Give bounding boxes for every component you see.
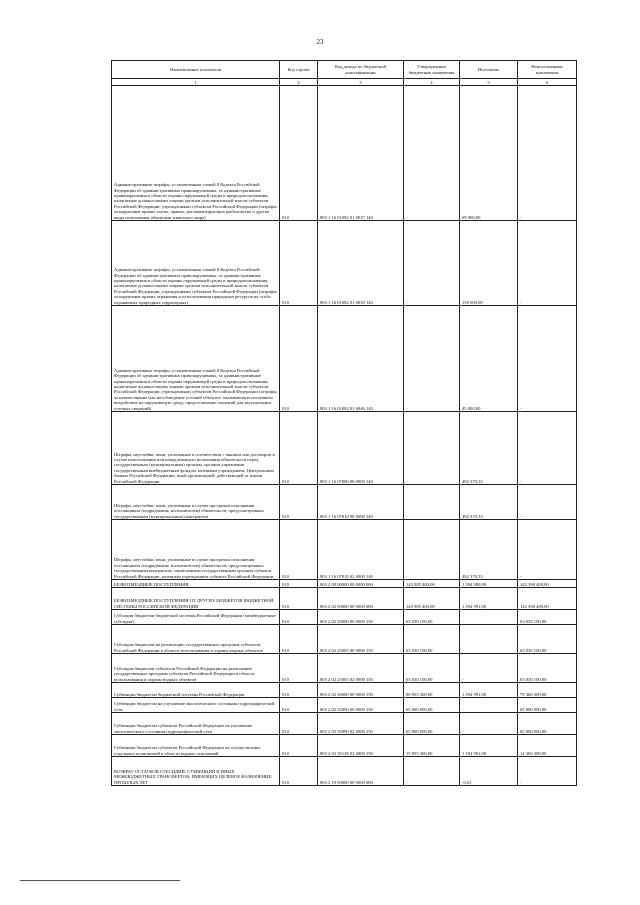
row-executed: - — [460, 713, 518, 735]
row-unexecuted: 63 030 100,00 — [518, 654, 577, 683]
footer-divider — [20, 880, 180, 881]
row-name: Субвенции бюджетам на улучшение экологического состояния гидрографической сети — [112, 698, 280, 713]
table-row — [112, 86, 577, 221]
row-income-code: 803 1 16 01082 01 0039 140 — [318, 221, 404, 306]
row-income-code: 803 2 02 20000 00 0000 150 — [318, 610, 404, 625]
row-line-code: 010 — [280, 698, 318, 713]
table-row — [112, 610, 577, 625]
table-row — [112, 412, 577, 485]
row-line-code: 010 — [280, 713, 318, 735]
row-line-code: 010 — [280, 757, 318, 786]
row-income-code: 803 1 16 07010 02 0000 140 — [318, 520, 404, 580]
row-name: Субсидии бюджетам субъектов Российской Федерации на реализацию государственных программ субъектов Российской Федерации в области использования и охраны водных объектов — [112, 654, 280, 683]
row-unexecuted: - — [518, 520, 577, 580]
row-income-code: 803 2 02 35090 00 0000 150 — [318, 698, 404, 713]
row-unexecuted: 65 000 000,00 — [518, 698, 577, 713]
budget-execution-table — [111, 60, 577, 786]
row-name: Административные штрафы, установленные главой 8 Кодекса Российской Федерации об административных правонарушениях, за административные правонарушения в области охраны окружающей среды и природопользования, налагаемые должностными лицами органов исполнительной власти субъектов Российской Федерации, учреждениями субъектов Российской Федерации (штрафы за невыполнение или несоблюдение условий объектов, оказывающих негативное воздействие на окружающую среду, предоставление сведений для актуализации учетных сведений) — [112, 306, 280, 412]
header-income-code: Код дохода по бюджетной классификации — [318, 61, 404, 79]
header-unexecuted: Неисполненные назначения — [518, 61, 577, 79]
row-executed: 45 000,00 — [460, 306, 518, 412]
table-row — [112, 654, 577, 683]
row-approved: 63 030 100,00 — [404, 610, 460, 625]
row-income-code: 803 1 16 01082 01 0046 140 — [318, 306, 404, 412]
row-name: Административные штрафы, установленные главой 8 Кодекса Российской Федерации об административных правонарушениях, за административные правонарушения в области охраны окружающей среды и природопользования, налагаемые должностными лицами органов исполнительной власти субъектов Российской Федерации, учреждениями субъектов Российской Федерации (штрафы за нарушение правил охоты, правил, регламентирующих рыболовство и другие виды пользования объектами животного мира) — [112, 86, 280, 221]
row-executed: - — [460, 654, 518, 683]
row-line-code: 010 — [280, 306, 318, 412]
row-line-code: 010 — [280, 588, 318, 610]
table-row — [112, 306, 577, 412]
row-line-code: 010 — [280, 86, 318, 221]
row-unexecuted: 63 030 100,00 — [518, 625, 577, 654]
column-number: 3 — [318, 79, 404, 86]
column-number: 1 — [112, 79, 280, 86]
row-executed: 1 594 991,00 — [460, 588, 518, 610]
table-row — [112, 735, 577, 757]
row-line-code: 010 — [280, 654, 318, 683]
table-row — [112, 485, 577, 520]
header-approved: Утвержденные бюджетные назначения — [404, 61, 460, 79]
row-approved: - — [404, 306, 460, 412]
row-name: БЕЗВОЗМЕЗДНЫЕ ПОСТУПЛЕНИЯ — [112, 580, 280, 588]
row-approved: 63 030 100,00 — [404, 625, 460, 654]
row-unexecuted: - — [518, 306, 577, 412]
page-number: 23 — [316, 38, 324, 46]
row-name: Субвенции бюджетам субъектов Российской Федерации на улучшение экологического состояния гидрографической сети — [112, 713, 280, 735]
row-income-code: 803 2 02 35090 02 0000 150 — [318, 713, 404, 735]
row-executed: 1 594 990,99 — [460, 580, 518, 588]
row-executed: 1 594 991,00 — [460, 683, 518, 698]
row-name: Субсидии бюджетам на реализацию государственных программ субъектов Российской Федерации в области использования и охраны водных объектов — [112, 625, 280, 654]
row-approved: - — [404, 221, 460, 306]
row-executed: - — [460, 698, 518, 713]
row-income-code: 803 1 16 01082 01 0037 140 — [318, 86, 404, 221]
table-row — [112, 683, 577, 698]
row-unexecuted: 79 360 309,00 — [518, 683, 577, 698]
row-unexecuted: - — [518, 221, 577, 306]
column-number: 4 — [404, 79, 460, 86]
row-executed: 1 594 991,00 — [460, 735, 518, 757]
row-unexecuted: 65 000 000,00 — [518, 713, 577, 735]
header-line-code: Код строки — [280, 61, 318, 79]
row-line-code: 010 — [280, 412, 318, 485]
row-approved: - — [404, 757, 460, 786]
row-approved: 65 000 000,00 — [404, 713, 460, 735]
row-income-code: 803 2 02 30000 00 0000 150 — [318, 683, 404, 698]
row-approved: 143 985 400,00 — [404, 580, 460, 588]
row-name: Субсидии бюджетам бюджетной системы Российской Федерации (межбюджетные субсидии) — [112, 610, 280, 625]
row-line-code: 010 — [280, 625, 318, 654]
row-name: ВОЗВРАТ ОСТАТКОВ СУБСИДИЙ, СУБВЕНЦИЙ И ИНЫХ МЕЖБЮДЖЕТНЫХ ТРАНСФЕРТОВ, ИМЕЮЩИХ ЦЕЛЕВОЕ НАЗНАЧЕНИЕ, ПРОШЛЫХ ЛЕТ — [112, 757, 280, 786]
row-income-code: 803 2 02 25065 02 0000 150 — [318, 654, 404, 683]
row-approved: 80 955 300,00 — [404, 683, 460, 698]
row-line-code: 010 — [280, 520, 318, 580]
table-row — [112, 713, 577, 735]
row-name: БЕЗВОЗМЕЗДНЫЕ ПОСТУПЛЕНИЯ ОТ ДРУГИХ БЮДЖЕТОВ БЮДЖЕТНОЙ СИСТЕМЫ РОССИЙСКОЙ ФЕДЕРАЦИИ — [112, 588, 280, 610]
table-row — [112, 221, 577, 306]
row-approved: 143 985 400,00 — [404, 588, 460, 610]
table-header-row — [112, 61, 577, 79]
row-income-code: 803 2 02 35128 02 0000 150 — [318, 735, 404, 757]
table-row — [112, 698, 577, 713]
row-executed: - — [460, 610, 518, 625]
column-number: 2 — [280, 79, 318, 86]
row-income-code: 803 2 02 25065 00 0000 150 — [318, 625, 404, 654]
row-name: Штрафы, неустойки, пени, уплаченные в случае просрочки исполнения поставщиком (подрядчиком, исполнителем) обязательств, предусмотренных государственным (муниципальным) контрактом — [112, 485, 280, 520]
row-approved: - — [404, 412, 460, 485]
row-line-code: 010 — [280, 580, 318, 588]
row-approved: 63 030 100,00 — [404, 654, 460, 683]
row-executed: 492 370,33 — [460, 412, 518, 485]
table-row — [112, 580, 577, 588]
row-line-code: 010 — [280, 735, 318, 757]
row-name: Административные штрафы, установленные главой 8 Кодекса Российской Федерации об административных правонарушениях, за административные правонарушения в области охраны окружающей среды и природопользования, налагаемые должностными лицами органов исполнительной власти субъектов Российской Федерации, учреждениями субъектов Российской Федерации (штрафы за нарушение правил отражения и использования природных ресурсов на особо охраняемых природных территориях) — [112, 221, 280, 306]
column-number: 5 — [460, 79, 518, 86]
column-number: 6 — [518, 79, 577, 86]
row-approved: - — [404, 520, 460, 580]
row-unexecuted: - — [518, 485, 577, 520]
row-income-code: 803 1 16 07010 00 0000 140 — [318, 485, 404, 520]
row-income-code: 803 2 02 00000 00 0000 000 — [318, 588, 404, 610]
column-number-row — [112, 79, 577, 86]
row-unexecuted: 14 360 309,00 — [518, 735, 577, 757]
row-income-code: 803 2 19 00000 00 0000 000 — [318, 757, 404, 786]
table-row — [112, 588, 577, 610]
row-approved: 65 000 000,00 — [404, 698, 460, 713]
row-executed: 492 370,33 — [460, 520, 518, 580]
header-indicator-name: Наименование показателя — [112, 61, 280, 79]
row-approved: - — [404, 86, 460, 221]
row-unexecuted: 63 030 100,00 — [518, 610, 577, 625]
row-name: Субвенции бюджетам субъектов Российской Федерации на осуществление отдельных полномочий в области водных отношений — [112, 735, 280, 757]
table-row — [112, 625, 577, 654]
row-income-code: 803 1 16 07000 00 0000 140 — [318, 412, 404, 485]
row-unexecuted: - — [518, 757, 577, 786]
table-row — [112, 520, 577, 580]
row-executed: 492 370,33 — [460, 485, 518, 520]
row-approved: 15 955 300,00 — [404, 735, 460, 757]
table-row — [112, 757, 577, 786]
row-approved: - — [404, 485, 460, 520]
row-line-code: 010 — [280, 221, 318, 306]
row-name: Штрафы, неустойки, пени, уплаченные в случае просрочки исполнения поставщиком (подрядчиком, исполнителем) обязательств, предусмотренных государственным контрактом, заключенным государственным органом субъекта Российской Федерации, казенным учреждением субъекта Российской Федерации — [112, 520, 280, 580]
row-unexecuted: 142 390 409,00 — [518, 580, 577, 588]
row-executed: 69 900,00 — [460, 86, 518, 221]
row-executed: - — [460, 625, 518, 654]
row-line-code: 010 — [280, 485, 318, 520]
row-name: Субвенции бюджетам бюджетной системы Российской Федерации — [112, 683, 280, 698]
row-line-code: 010 — [280, 683, 318, 698]
row-unexecuted: - — [518, 86, 577, 221]
table-body — [112, 86, 577, 786]
row-unexecuted: 142 390 409,00 — [518, 588, 577, 610]
row-income-code: 803 2 00 00000 00 0000 000 — [318, 580, 404, 588]
row-line-code: 010 — [280, 610, 318, 625]
header-executed: Исполнено — [460, 61, 518, 79]
row-name: Штрафы, неустойки, пени, уплаченные в соответствии с законом или договором в случае неисполнения или ненадлежащего исполнения обязательств перед государственным (муниципальным) органом, органом управления государственным внебюджетным фондом, казенным учреждением, Центральным банком Российской Федерации, иной организацией, действующей от имени Российской Федерации — [112, 412, 280, 485]
row-executed: -0,01 — [460, 757, 518, 786]
row-unexecuted: - — [518, 412, 577, 485]
row-executed: 150 000,00 — [460, 221, 518, 306]
